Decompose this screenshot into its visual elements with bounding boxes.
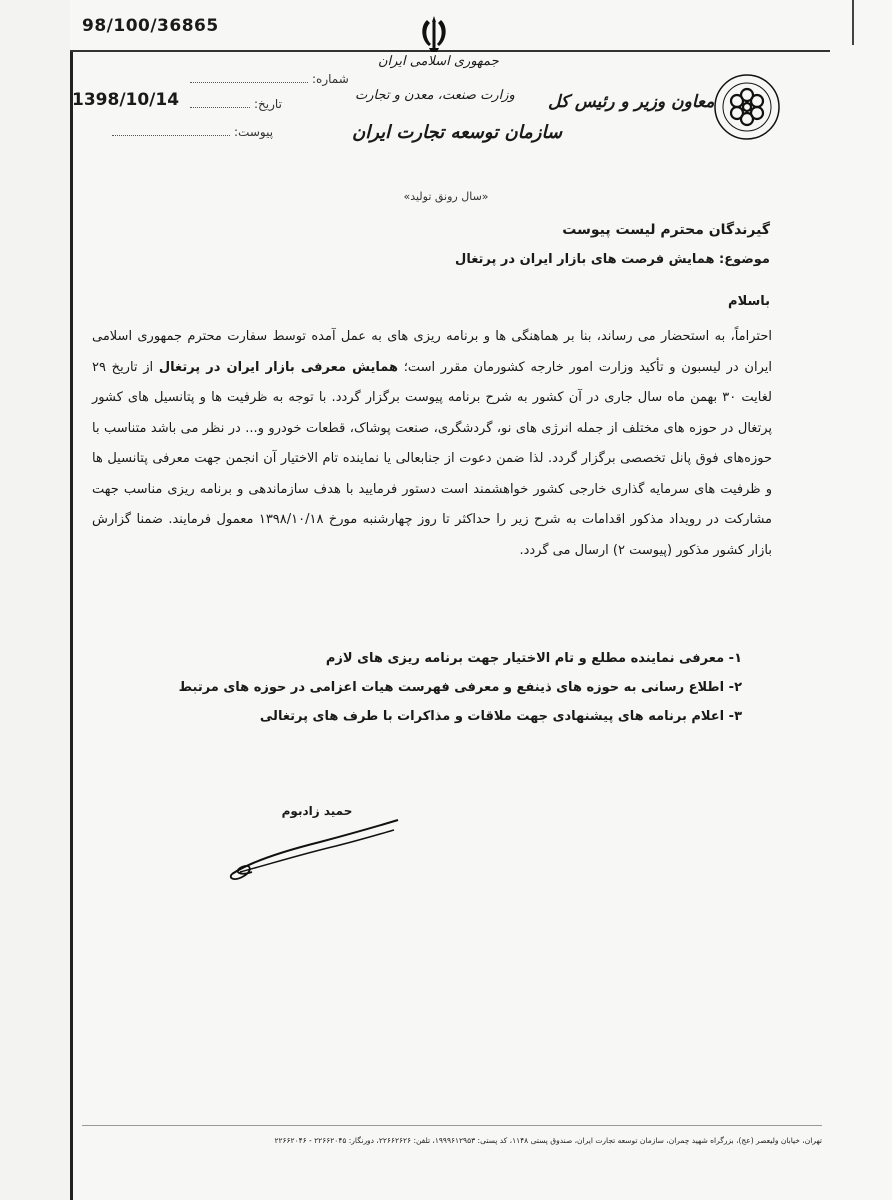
iran-emblem-icon xyxy=(417,14,451,58)
signer-name: حمید زادبوم xyxy=(281,804,353,818)
year-motto: «سال رونق تولید» xyxy=(403,190,489,203)
list-item: ۳- اعلام برنامه های پیشنهادی جهت ملاقات و مذاکرات با طرف های پرتغالی xyxy=(259,709,742,724)
document-number: 98/100/36865 xyxy=(82,16,219,36)
body-text-2: از تاریخ ۲۹ لغایت ۳۰ بهمن ماه سال جاری در آن کشور به شرح برنامه پیوست برگزار گردد. با توجه به ظرفیت ها و پتانسیل های کشور پرتغال در حوزه های مختلف از جمله انرژی های نو، گردشگری، صنعت پوشاک، قطعات خودرو و... در نظر می باشد متناسب با حوزه‌های فوق پانل تخصصی برگزار گردد. لذا ضمن دعوت از جنابعالی یا نماینده تام الاختیار آن انجمن جهت معرفی پتانسیل ها و ظرفیت های سرمایه گذاری خارجی کشور خواهشمند است دستور فرمایید با هدف سازماندهی و برنامه ریزی مناسب جهت مشارکت در رویداد مذکور اقدامات به شرح زیر را حداکثر تا روز چهارشنبه مورخ ۱۳۹۸/۱۰/۱۸ معمول فرمایند. ضمنا گزارش بازار کشور مذکور (پیوست ۲) ارسال می گردد. xyxy=(92,359,773,558)
country-name: جمهوری اسلامی ایران xyxy=(378,54,499,69)
date-label: تاریخ: xyxy=(254,97,282,111)
letter-body xyxy=(92,322,772,566)
tpo-logo-icon xyxy=(712,72,782,146)
number-label: شماره: xyxy=(312,72,349,86)
attachment-label: پیوست: xyxy=(234,125,274,139)
letter-subject: موضوع: همایش فرصت های بازار ایران در پرتغال xyxy=(455,252,770,267)
number-field xyxy=(190,72,349,86)
scan-edge-right xyxy=(852,0,854,45)
footer-address: تهران، خیابان ولیعصر (عج)، بزرگراه شهید چمران، سازمان توسعه تجارت ایران، صندوق پستی ۱۱۴۸، کد پستی: ۱۹۹۹۶۱۲۹۵۳، تلفن: ۲۲۶۶۲۶۲۶، دورنگار: ۲۲۶۶۲۰۴۵ - ۲۲۶۶۲۰۴۶ xyxy=(274,1136,822,1145)
date-field xyxy=(190,97,282,111)
body-text-1: احتراماً، به استحضار می رساند، بنا بر هماهنگی ها و برنامه ریزی های به عمل آمده توسط سفارت محترم جمهوری اسلامی ایران در لیسبون و تأکید وزارت امور خارجه کشورمان مقرر است؛ xyxy=(92,329,772,375)
list-item: ۲- اطلاع رسانی به حوزه های ذینفع و معرفی فهرست هیات اعزامی در حوزه های مرتبط xyxy=(178,680,742,695)
letter-greeting: باسلام xyxy=(728,294,770,309)
organization-name: سازمان توسعه تجارت ایران xyxy=(352,122,563,143)
event-title: همایش معرفی بازار ایران در پرتغال xyxy=(158,359,398,375)
document-date: 1398/10/14 xyxy=(72,90,180,110)
scan-edge-left xyxy=(70,50,73,1200)
action-items xyxy=(179,644,742,731)
office-title: معاون وزیر و رئیس کل xyxy=(548,92,715,112)
ministry-name: وزارت صنعت، معدن و تجارت xyxy=(355,88,515,103)
letter-recipient: گیرندگان محترم لیست پیوست xyxy=(562,222,770,238)
letter-page xyxy=(70,0,892,1200)
footer-divider xyxy=(82,1125,822,1126)
list-item: ۱- معرفی نماینده مطلع و تام الاختیار جهت برنامه ریزی های لازم xyxy=(325,651,742,666)
handwritten-signature xyxy=(210,812,410,896)
attachment-field xyxy=(112,125,273,139)
